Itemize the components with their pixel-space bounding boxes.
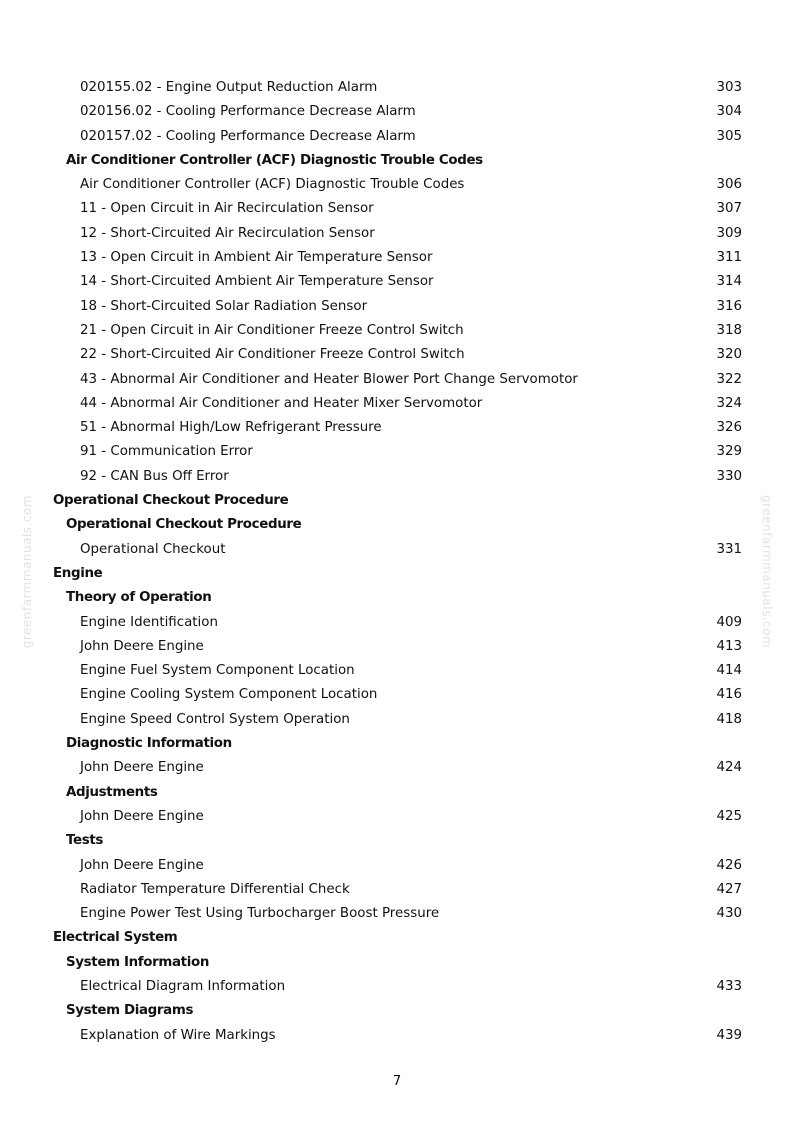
- toc-entry[interactable]: [0, 197, 794, 221]
- toc-entry-page-number: 320: [716, 347, 742, 363]
- toc-entry-page-number: 418: [716, 711, 742, 727]
- toc-entry[interactable]: [0, 975, 794, 999]
- toc-subsection-heading[interactable]: [0, 781, 794, 805]
- toc-entry-title: Engine Cooling System Component Location: [80, 687, 378, 703]
- toc-entry-page-number: 329: [716, 444, 742, 460]
- toc-entry-title: System Information: [66, 954, 209, 970]
- toc-entry[interactable]: [0, 1024, 794, 1048]
- toc-entry[interactable]: [0, 343, 794, 367]
- toc-entry-title: 91 - Communication Error: [80, 444, 253, 460]
- watermark-right: greenfarmmanuals.com: [760, 495, 774, 649]
- toc-entry[interactable]: [0, 854, 794, 878]
- toc-entry-page-number: 316: [716, 298, 742, 314]
- toc-entry-title: John Deere Engine: [80, 760, 204, 776]
- toc-entry-title: 13 - Open Circuit in Ambient Air Temperature Sensor: [80, 250, 433, 266]
- toc-entry-title: 020156.02 - Cooling Performance Decrease Alarm: [80, 104, 416, 120]
- toc-entry-title: 11 - Open Circuit in Air Recirculation Sensor: [80, 201, 374, 217]
- toc-entry-title: Theory of Operation: [66, 590, 212, 606]
- toc-entry-page-number: 414: [716, 663, 742, 679]
- toc-entry[interactable]: [0, 368, 794, 392]
- toc-entry-page-number: 439: [716, 1027, 742, 1043]
- toc-entry-page-number: 425: [716, 808, 742, 824]
- toc-entry-page-number: 424: [716, 760, 742, 776]
- toc-entry-title: Air Conditioner Controller (ACF) Diagnostic Trouble Codes: [80, 177, 465, 193]
- toc-entry[interactable]: [0, 878, 794, 902]
- toc-entry[interactable]: [0, 611, 794, 635]
- toc-entry-title: 51 - Abnormal High/Low Refrigerant Pressure: [80, 420, 382, 436]
- toc-entry-page-number: 433: [716, 978, 742, 994]
- toc-entry-page-number: 307: [716, 201, 742, 217]
- toc-subsection-heading[interactable]: [0, 999, 794, 1023]
- toc-entry[interactable]: [0, 708, 794, 732]
- toc-entry-page-number: 409: [716, 614, 742, 630]
- toc-entry[interactable]: [0, 683, 794, 707]
- toc-entry-page-number: 304: [716, 104, 742, 120]
- table-of-contents: [0, 76, 794, 1048]
- toc-entry[interactable]: [0, 416, 794, 440]
- toc-entry[interactable]: [0, 295, 794, 319]
- toc-entry-title: 21 - Open Circuit in Air Conditioner Freeze Control Switch: [80, 322, 464, 338]
- toc-entry-title: Diagnostic Information: [66, 736, 232, 752]
- toc-entry-title: 020157.02 - Cooling Performance Decrease Alarm: [80, 128, 416, 144]
- toc-entry-page-number: 416: [716, 687, 742, 703]
- toc-entry-page-number: 413: [716, 638, 742, 654]
- toc-entry[interactable]: [0, 76, 794, 100]
- toc-subsection-heading[interactable]: [0, 951, 794, 975]
- toc-entry-title: Operational Checkout Procedure: [66, 517, 302, 533]
- toc-entry-page-number: 318: [716, 322, 742, 338]
- toc-entry[interactable]: [0, 270, 794, 294]
- toc-entry[interactable]: [0, 805, 794, 829]
- toc-entry-title: Engine Speed Control System Operation: [80, 711, 350, 727]
- toc-subsection-heading[interactable]: [0, 149, 794, 173]
- toc-entry-page-number: 314: [716, 274, 742, 290]
- toc-entry[interactable]: [0, 246, 794, 270]
- toc-entry-title: Adjustments: [66, 784, 158, 800]
- toc-entry[interactable]: [0, 902, 794, 926]
- toc-entry-page-number: 430: [716, 906, 742, 922]
- toc-entry-title: 43 - Abnormal Air Conditioner and Heater Blower Port Change Servomotor: [80, 371, 578, 387]
- toc-section-heading[interactable]: [0, 926, 794, 950]
- toc-section-heading[interactable]: [0, 489, 794, 513]
- toc-entry-page-number: 311: [716, 250, 742, 266]
- toc-entry-title: Engine Power Test Using Turbocharger Boost Pressure: [80, 906, 440, 922]
- toc-entry[interactable]: [0, 440, 794, 464]
- toc-entry[interactable]: [0, 392, 794, 416]
- toc-entry-title: Operational Checkout Procedure: [53, 493, 289, 509]
- toc-entry[interactable]: [0, 465, 794, 489]
- toc-subsection-heading[interactable]: [0, 513, 794, 537]
- toc-entry[interactable]: [0, 659, 794, 683]
- toc-entry[interactable]: [0, 635, 794, 659]
- toc-entry[interactable]: [0, 222, 794, 246]
- toc-entry-title: Air Conditioner Controller (ACF) Diagnostic Trouble Codes: [66, 152, 483, 168]
- toc-entry-title: 18 - Short-Circuited Solar Radiation Sensor: [80, 298, 368, 314]
- toc-entry[interactable]: [0, 173, 794, 197]
- toc-entry-title: Engine Identification: [80, 614, 218, 630]
- toc-entry-title: John Deere Engine: [80, 857, 204, 873]
- toc-entry-page-number: 427: [716, 881, 742, 897]
- toc-entry-title: 14 - Short-Circuited Ambient Air Temperature Sensor: [80, 274, 434, 290]
- toc-section-heading[interactable]: [0, 562, 794, 586]
- toc-entry-title: Electrical Diagram Information: [80, 978, 286, 994]
- toc-entry-title: John Deere Engine: [80, 808, 204, 824]
- toc-entry-title: Tests: [66, 833, 104, 849]
- toc-entry-page-number: 324: [716, 395, 742, 411]
- toc-entry-page-number: 331: [716, 541, 742, 557]
- page-number: 7: [392, 1074, 402, 1089]
- toc-entry-page-number: 303: [716, 80, 742, 95]
- toc-entry-title: 92 - CAN Bus Off Error: [80, 468, 229, 484]
- toc-entry-title: 44 - Abnormal Air Conditioner and Heater Mixer Servomotor: [80, 395, 483, 411]
- toc-subsection-heading[interactable]: [0, 586, 794, 610]
- toc-entry-page-number: 309: [716, 225, 742, 241]
- toc-entry[interactable]: [0, 125, 794, 149]
- toc-entry-title: Electrical System: [53, 930, 178, 946]
- toc-entry-page-number: 322: [716, 371, 742, 387]
- toc-entry-page-number: 326: [716, 420, 742, 436]
- toc-subsection-heading[interactable]: [0, 732, 794, 756]
- toc-subsection-heading[interactable]: [0, 829, 794, 853]
- toc-entry[interactable]: [0, 538, 794, 562]
- toc-entry-title: Operational Checkout: [80, 541, 226, 557]
- toc-entry-title: John Deere Engine: [80, 638, 204, 654]
- toc-entry-title: Engine Fuel System Component Location: [80, 663, 355, 679]
- toc-entry-page-number: 306: [716, 177, 742, 193]
- watermark-left: greenfarmmanuals.com: [20, 495, 34, 649]
- toc-entry-page-number: 426: [716, 857, 742, 873]
- toc-entry[interactable]: [0, 100, 794, 124]
- toc-entry[interactable]: [0, 319, 794, 343]
- toc-entry-title: 22 - Short-Circuited Air Conditioner Freeze Control Switch: [80, 347, 465, 363]
- toc-entry-title: 020155.02 - Engine Output Reduction Alarm: [80, 80, 378, 95]
- toc-entry-page-number: 305: [716, 128, 742, 144]
- toc-entry[interactable]: [0, 756, 794, 780]
- toc-entry-title: Radiator Temperature Differential Check: [80, 881, 350, 897]
- toc-entry-title: Engine: [53, 565, 103, 581]
- toc-entry-title: 12 - Short-Circuited Air Recirculation Sensor: [80, 225, 375, 241]
- toc-entry-page-number: 330: [716, 468, 742, 484]
- toc-entry-title: Explanation of Wire Markings: [80, 1027, 276, 1043]
- toc-entry-title: System Diagrams: [66, 1003, 194, 1019]
